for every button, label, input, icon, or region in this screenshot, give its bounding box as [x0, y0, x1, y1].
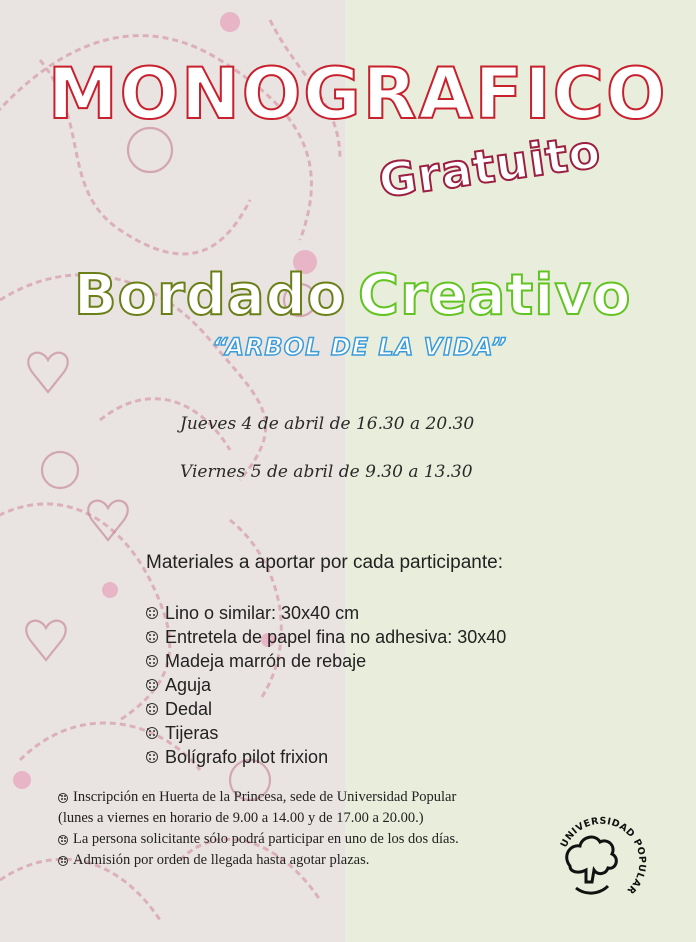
info-line — [58, 787, 548, 808]
button-icon — [146, 703, 158, 715]
button-icon — [146, 655, 158, 667]
material-label: Entretela de papel fina no adhesiva: 30x40 — [165, 627, 507, 647]
button-icon — [146, 631, 158, 643]
button-icon — [146, 607, 158, 619]
list-item — [146, 625, 506, 649]
button-icon — [146, 751, 158, 763]
session-friday: Viernes 5 de abril de 9.30 a 13.30 — [180, 462, 473, 482]
list-item — [146, 601, 506, 625]
materials-heading: Materiales a aportar por cada participante: — [146, 552, 503, 573]
materials-list — [146, 601, 506, 769]
list-item — [146, 649, 506, 673]
material-label: Dedal — [165, 699, 213, 719]
list-item — [146, 721, 506, 745]
universidad-popular-logo — [552, 808, 652, 908]
info-line — [58, 808, 548, 829]
list-item — [146, 697, 506, 721]
list-item — [146, 745, 506, 769]
svg-text:UNIVERSIDAD POPULAR — [559, 816, 648, 896]
button-icon — [58, 835, 68, 845]
info-text: Inscripción en Huerta de la Princesa, sede de Universidad Popular — [73, 789, 457, 805]
info-text: Admisión por orden de llegada hasta agotar plazas. — [73, 852, 370, 868]
material-label: Bolígrafo pilot frixion — [165, 747, 329, 767]
material-label: Madeja marrón de rebaje — [165, 651, 367, 671]
info-line — [58, 829, 548, 850]
button-icon — [146, 679, 158, 691]
info-text: La persona solicitante sólo podrá participar en uno de los dos días. — [73, 831, 459, 847]
logo-text: UNIVERSIDAD POPULAR — [558, 815, 648, 897]
material-label: Tijeras — [165, 723, 219, 743]
registration-info — [58, 787, 548, 871]
material-label: Aguja — [165, 675, 212, 695]
list-item — [146, 673, 506, 697]
main-title: MONOGRAFICO — [48, 53, 668, 135]
button-icon — [58, 856, 68, 866]
course-name-part1: Bordado — [74, 263, 347, 328]
course-name-part2: Creativo — [358, 263, 632, 328]
button-icon — [58, 793, 68, 803]
free-label: Gratuito — [375, 123, 605, 209]
info-text: (lunes a viernes en horario de 9.00 a 14.00 y de 17.00 a 20.00.) — [58, 810, 424, 826]
info-line — [58, 850, 548, 871]
course-subtitle: “ARBOL DE LA VIDA” — [212, 333, 508, 361]
button-icon — [146, 727, 158, 739]
session-thursday: Jueves 4 de abril de 16.30 a 20.30 — [180, 414, 475, 434]
material-label: Lino o similar: 30x40 cm — [165, 603, 360, 623]
